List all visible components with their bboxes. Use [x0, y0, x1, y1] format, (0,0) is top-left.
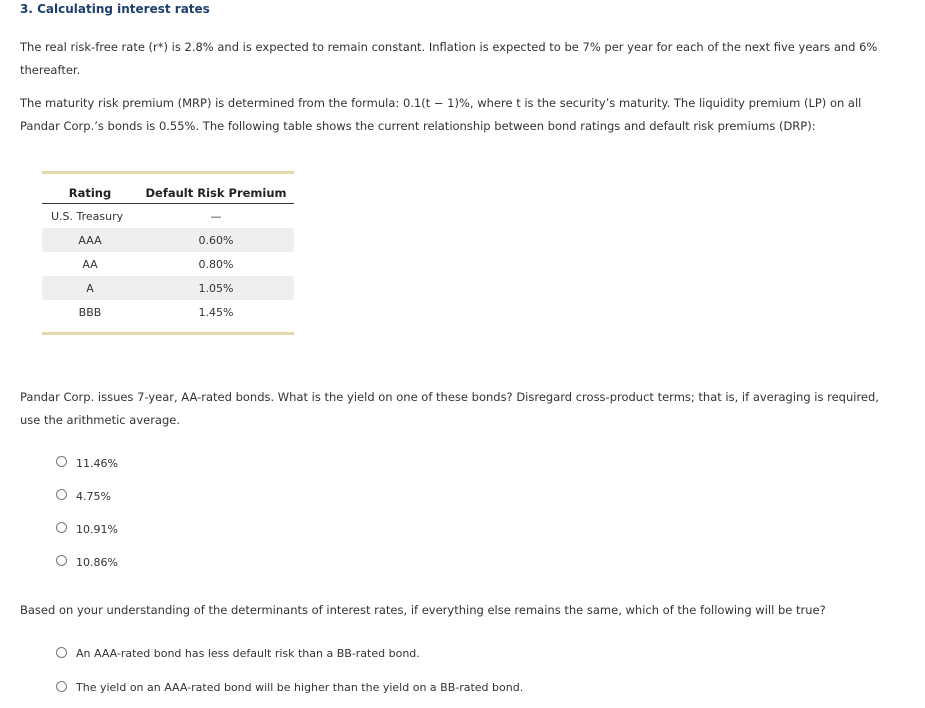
drp-cell: —: [210, 209, 222, 223]
text-line: Pandar Corp.’s bonds is 0.55%. The following table shows the current relationship between bond ratings and default risk premiums (DRP):: [20, 119, 816, 133]
problem-statement-paragraph: [20, 36, 900, 82]
text-line: The real risk-free rate (r*) is 2.8% and is expected to remain constant. Inflation is expected to be 7% per year for each of the next five years and 6%: [20, 40, 878, 54]
drp-cell: 1.05%: [138, 276, 294, 300]
answer-option[interactable]: [56, 549, 118, 582]
table-row: [42, 228, 294, 252]
drp-cell: 0.60%: [138, 228, 294, 252]
table-spacer-row: [42, 324, 294, 334]
text-line: Pandar Corp. issues 7-year, AA-rated bonds. What is the yield on one of these bonds? Disregard cross-product terms; that is, if averaging is required,: [20, 390, 879, 404]
rating-cell: BBB: [78, 305, 102, 319]
table-row: [42, 300, 294, 324]
question2-options: [56, 640, 523, 708]
radio-button[interactable]: [56, 647, 67, 658]
section-title: 3. Calculating interest rates: [20, 2, 210, 16]
mrp-lp-paragraph: [20, 92, 900, 138]
answer-option[interactable]: [56, 640, 523, 674]
option-label[interactable]: 10.86%: [76, 555, 118, 569]
default-risk-premium-table: [42, 171, 294, 335]
option-label[interactable]: 10.91%: [76, 522, 118, 536]
answer-option[interactable]: [56, 674, 523, 708]
radio-button[interactable]: [56, 456, 67, 467]
drp-cell: 0.80%: [198, 257, 234, 271]
column-header-drp: Default Risk Premium: [138, 173, 294, 204]
text-line: The maturity risk premium (MRP) is determined from the formula: 0.1(t − 1)%, where t is the security’s maturity. The liquidity premium (LP) on all: [20, 96, 862, 110]
radio-button[interactable]: [56, 522, 67, 533]
text-line: thereafter.: [20, 63, 81, 77]
radio-button[interactable]: [56, 555, 67, 566]
rating-cell: U.S. Treasury: [51, 209, 124, 223]
answer-option[interactable]: [56, 483, 118, 516]
table-row: [42, 276, 294, 300]
question2-prompt: [20, 599, 900, 622]
table-row: [42, 204, 294, 229]
rating-cell: A: [42, 276, 138, 300]
option-label[interactable]: 4.75%: [76, 489, 111, 503]
answer-option[interactable]: [56, 450, 118, 483]
rating-cell: AA: [82, 257, 98, 271]
option-label[interactable]: The yield on an AAA-rated bond will be higher than the yield on a BB-rated bond.: [76, 681, 524, 694]
rating-cell: AAA: [42, 228, 138, 252]
table-row: [42, 252, 294, 276]
option-label[interactable]: An AAA-rated bond has less default risk than a BB-rated bond.: [76, 647, 420, 660]
column-header-rating: Rating: [42, 173, 138, 204]
text-line: use the arithmetic average.: [20, 413, 181, 427]
question1-prompt: [20, 386, 900, 432]
text-line: Based on your understanding of the determinants of interest rates, if everything else remains the same, which of the following will be true?: [20, 603, 826, 617]
answer-option[interactable]: [56, 516, 118, 549]
drp-cell: 1.45%: [198, 305, 234, 319]
table-header-row: [42, 173, 294, 204]
radio-button[interactable]: [56, 681, 67, 692]
question1-options: [56, 450, 118, 582]
option-label[interactable]: 11.46%: [76, 456, 118, 470]
radio-button[interactable]: [56, 489, 67, 500]
